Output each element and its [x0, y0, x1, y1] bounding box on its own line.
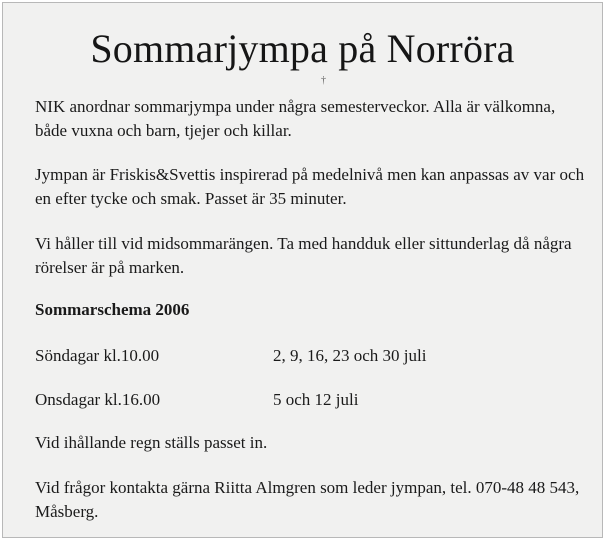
schedule-heading: Sommarschema 2006	[35, 300, 190, 319]
intro-paragraph: NIK anordnar sommarjympa under några semesterveckor. Alla är välkomna, både vuxna och barn, tjejer och killar.	[35, 97, 556, 140]
description-paragraph: Jympan är Friskis&Svettis inspirerad på medelnivå men kan anpassas av var och en efter tycke och smak. Passet är 35 minuter.	[35, 165, 585, 208]
schedule-dates: 2, 9, 16, 23 och 30 juli	[273, 346, 427, 365]
contact-paragraph: Vid frågor kontakta gärna Riitta Almgren som leder jympan, tel. 070-48 48 543, Måsberg.	[35, 478, 580, 521]
document-page	[2, 2, 603, 538]
rain-note: Vid ihållande regn ställs passet in.	[35, 433, 268, 452]
schedule-day: Onsdagar kl.16.00	[35, 390, 161, 409]
location-paragraph: Vi håller till vid midsommarängen. Ta med handduk eller sittunderlag då några rörelser är på marken.	[35, 234, 572, 277]
document-title: Sommarjympa på Norröra	[90, 26, 515, 71]
stray-mark: †	[321, 75, 326, 86]
schedule-dates: 5 och 12 juli	[273, 390, 359, 409]
schedule-day: Söndagar kl.10.00	[35, 346, 160, 365]
